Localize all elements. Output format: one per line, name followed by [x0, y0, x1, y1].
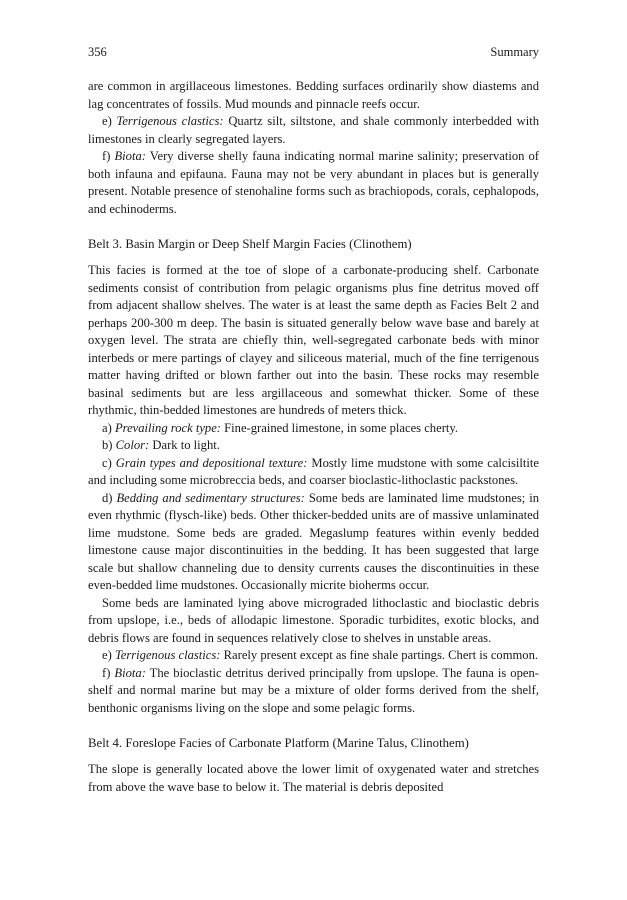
item-text: Very diverse shelly fauna indicating normal marine salinity; preservation of both infauna and epifauna. Fauna may not be very abundant in places but is generally present. Notable presence of stenohaline forms such as brachiopods, corals, cephalopods, and echinoderms. — [88, 149, 539, 216]
section-intro: This facies is formed at the toe of slope of a carbonate-producing shelf. Carbonate sediments consist of contribution from pelagic organisms plus fine detritus moved off from adjacent shallow shelves. The water is at least the same depth as Facies Belt 2 and perhaps 200-300 m deep. The basin is situated generally below wave base and barely at oxygen level. The strata are chiefly thin, well-segregated carbonate beds with minor interbeds or mere partings of clayey and siliceous material, much of the fine terrigenous matter having drifted or blown farther out into the basin. These rocks may resemble basinal sediments but are less argillaceous and somewhat thicker. Some of these rhythmic, thin-bedded limestones are hundreds of meters thick. — [88, 263, 539, 417]
section-belt-3 — [88, 236, 539, 717]
item-label: c) — [102, 455, 116, 470]
item-text: Fine-grained limestone, in some places cherty. — [221, 420, 459, 435]
item-label: e) — [102, 114, 117, 128]
item-text: Dark to light. — [149, 438, 220, 452]
item-label: f) — [102, 149, 115, 163]
item-label: a) — [102, 420, 115, 435]
item-text: Mostly lime mudstone with some calcisiltite and including some microbreccia beds, and coarser bioclastic-lithoclastic packstones. — [88, 455, 539, 487]
continued-paragraph: are common in argillaceous limestones. Bedding surfaces ordinarily show diastems and lag concentrates of fossils. Mud mounds and pinnacle reefs occur. — [88, 79, 539, 111]
list-item-e — [88, 647, 539, 665]
item-term: Terrigenous clastics: — [116, 114, 224, 128]
running-title: Summary — [490, 45, 539, 59]
list-item-e — [88, 113, 539, 148]
list-item-d — [88, 490, 539, 595]
section-heading: Belt 3. Basin Margin or Deep Shelf Margin Facies (Clinothem) — [88, 237, 412, 251]
item-term: Biota: — [114, 149, 146, 163]
page-header — [88, 44, 539, 60]
item-label: d) — [102, 490, 117, 505]
list-item-f — [88, 148, 539, 218]
item-text: Rarely present except as fine shale partings. Chert is common. — [220, 648, 539, 662]
item-term: Bedding and sedimentary structures: — [116, 490, 305, 505]
item-term: Prevailing rock type: — [114, 420, 222, 435]
item-text: Some beds are laminated lime mudstones; in even rhythmic (flysch-like) beds. Other thicker-bedded units are of massive unlaminated lime mudstone. Some beds are graded. Megaslump features within evenly bedded limestone cause major discontinuities in the bedding. It has been suggested that large scale but shallow channeling due to density currents causes the discontinuities in these even-bedded lime mudstones. Occasionally micrite bioherms occur. — [88, 490, 539, 592]
list-item-a — [88, 420, 539, 438]
item-text: Quartz silt, siltstone, and shale commonly interbedded with limestones in clearly segregated layers. — [88, 114, 539, 146]
item-label: e) — [102, 648, 115, 662]
item-label: b) — [102, 438, 116, 452]
item-term: Biota: — [114, 665, 146, 680]
section-intro: The slope is generally located above the lower limit of oxygenated water and stretches from above the wave base to below it. The material is debris deposited — [88, 762, 539, 794]
item-label: f) — [102, 665, 115, 680]
document-page — [88, 44, 539, 796]
section-belt-4 — [88, 735, 539, 796]
list-item-c — [88, 455, 539, 490]
list-item-d-continued: Some beds are laminated lying above micrograded lithoclastic and bioclastic debris from upslope, i.e., beds of allodapic limestone. Sporadic turbidites, exotic blocks, and debris flows are found in sequences relatively close to shelves in unstable areas. — [88, 595, 539, 645]
section-heading: Belt 4. Foreslope Facies of Carbonate Platform (Marine Talus, Clinothem) — [88, 736, 469, 750]
list-item-f — [88, 665, 539, 718]
list-item-b — [88, 437, 539, 455]
page-number: 356 — [88, 45, 107, 59]
item-term: Grain types and depositional texture: — [115, 455, 308, 470]
item-term: Color: — [115, 438, 150, 452]
item-text: The bioclastic detritus derived principally from upslope. The fauna is open-shelf and normal marine but may be a mixture of older forms derived from the shelf, benthonic organisms living on the slope and some pelagic forms. — [88, 665, 539, 715]
item-term: Terrigenous clastics: — [114, 648, 221, 662]
